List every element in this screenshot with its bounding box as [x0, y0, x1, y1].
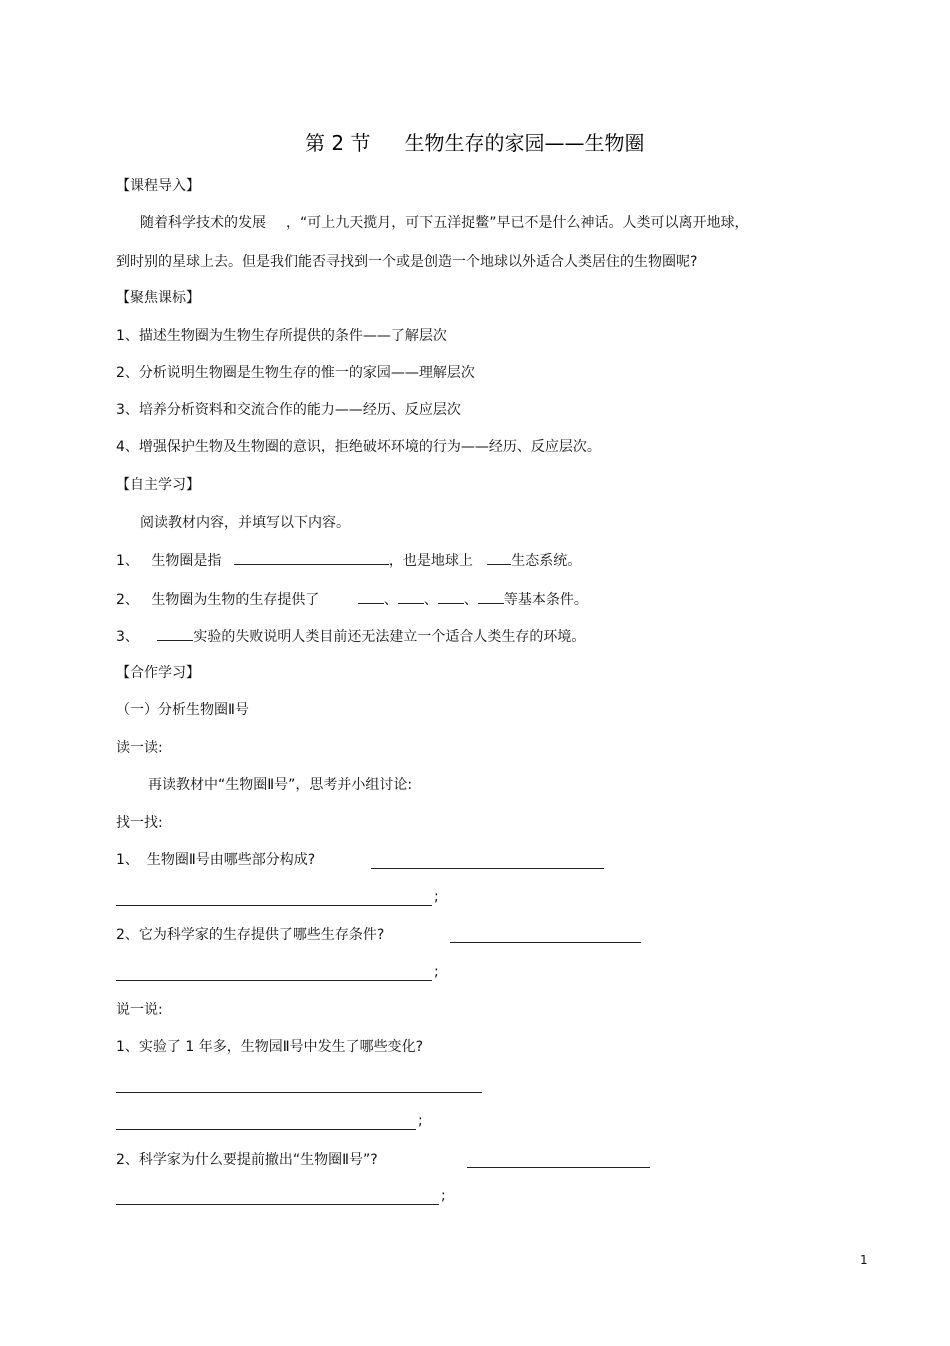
find-label: 找一找:: [116, 815, 163, 831]
question-text: 实验的失败说明人类目前还无法建立一个适合人类生存的环境。: [193, 629, 586, 645]
semicolon: ;: [434, 964, 439, 980]
read-text: 再读教材中“生物圈Ⅱ号”，思考并小组讨论:: [148, 777, 413, 793]
answer-blank[interactable]: [234, 550, 389, 565]
self-study-heading: 【自主学习】: [116, 477, 200, 493]
self-study-instruction: 阅读教材内容，并填写以下内容。: [140, 515, 350, 531]
answer-line[interactable]: [450, 942, 641, 943]
self-study-question-1: [116, 550, 581, 571]
answer-blank[interactable]: [157, 626, 193, 641]
semicolon: ;: [434, 889, 439, 905]
answer-line[interactable]: [116, 980, 432, 981]
question-number: 1、: [116, 553, 139, 569]
separator: 、: [423, 592, 438, 608]
standard-item: 1、描述生物圈为生物生存所提供的条件——了解层次: [116, 328, 447, 344]
answer-blank[interactable]: [358, 589, 384, 604]
separator: 、: [463, 592, 478, 608]
question-number: 3、: [116, 629, 139, 645]
question-text: 生物圈Ⅱ号由哪些部分构成?: [146, 852, 316, 868]
find-question-1: [116, 850, 315, 870]
answer-line[interactable]: [116, 1129, 416, 1130]
intro-text-b: ，“可上九天揽月，可下五洋捉鳖”早已不是什么神话。人类可以离开地球，: [286, 215, 749, 231]
standards-heading: 【聚焦课标】: [116, 290, 200, 306]
page-number: 1: [860, 1253, 868, 1267]
semicolon: ;: [441, 1188, 446, 1204]
separator: 、: [383, 592, 398, 608]
intro-paragraph-line-1: [140, 213, 749, 233]
answer-blank[interactable]: [487, 550, 511, 565]
standard-item: 3、培养分析资料和交流合作的能力——经历、反应层次: [116, 402, 461, 418]
intro-text-a: 随着科学技术的发展: [140, 215, 266, 231]
answer-blank[interactable]: [398, 589, 424, 604]
answer-blank[interactable]: [478, 589, 504, 604]
semicolon: ;: [418, 1113, 423, 1129]
question-number: 2、: [116, 592, 139, 608]
question-text: 等基本条件。: [503, 592, 588, 608]
answer-blank[interactable]: [438, 589, 464, 604]
question-text: 生物圈是指: [151, 553, 222, 569]
question-text: 生物圈为生物的生存提供了: [151, 592, 320, 608]
coop-heading: 【合作学习】: [116, 665, 200, 681]
read-label: 读一读:: [116, 740, 163, 756]
question-number: 1、: [116, 852, 139, 868]
intro-heading: 【课程导入】: [116, 178, 200, 194]
say-label: 说一说:: [116, 1002, 163, 1018]
say-question-2: 2、科学家为什么要提前撤出“生物圈Ⅱ号”?: [116, 1152, 378, 1168]
intro-paragraph-line-2: 到时别的星球上去。但是我们能否寻找到一个或是创造一个地球以外适合人类居住的生物圈呢?: [116, 254, 698, 270]
section-number: 第 2 节: [305, 131, 371, 155]
question-text: 生态系统。: [511, 553, 582, 569]
coop-subheading: （一）分析生物圈Ⅱ号: [116, 702, 249, 718]
standard-item: 4、增强保护生物及生物圈的意识，拒绝破坏环境的行为——经历、反应层次。: [116, 439, 601, 455]
say-question-1: 1、实验了 1 年多，生物园Ⅱ号中发生了哪些变化?: [116, 1039, 424, 1055]
answer-line[interactable]: [116, 1204, 439, 1205]
find-question-2: 2、它为科学家的生存提供了哪些生存条件?: [116, 927, 385, 943]
standard-item: 2、分析说明生物圈是生物生存的惟一的家园——理解层次: [116, 365, 475, 381]
answer-line[interactable]: [116, 905, 432, 906]
section-name: 生物生存的家园——生物圈: [404, 131, 645, 155]
question-text: ，也是地球上: [388, 553, 473, 569]
answer-line[interactable]: [467, 1167, 650, 1168]
answer-line[interactable]: [116, 1092, 482, 1093]
self-study-question-2: [116, 589, 588, 610]
page-title: [305, 130, 644, 156]
answer-line[interactable]: [371, 868, 604, 869]
self-study-question-3: [116, 626, 585, 647]
